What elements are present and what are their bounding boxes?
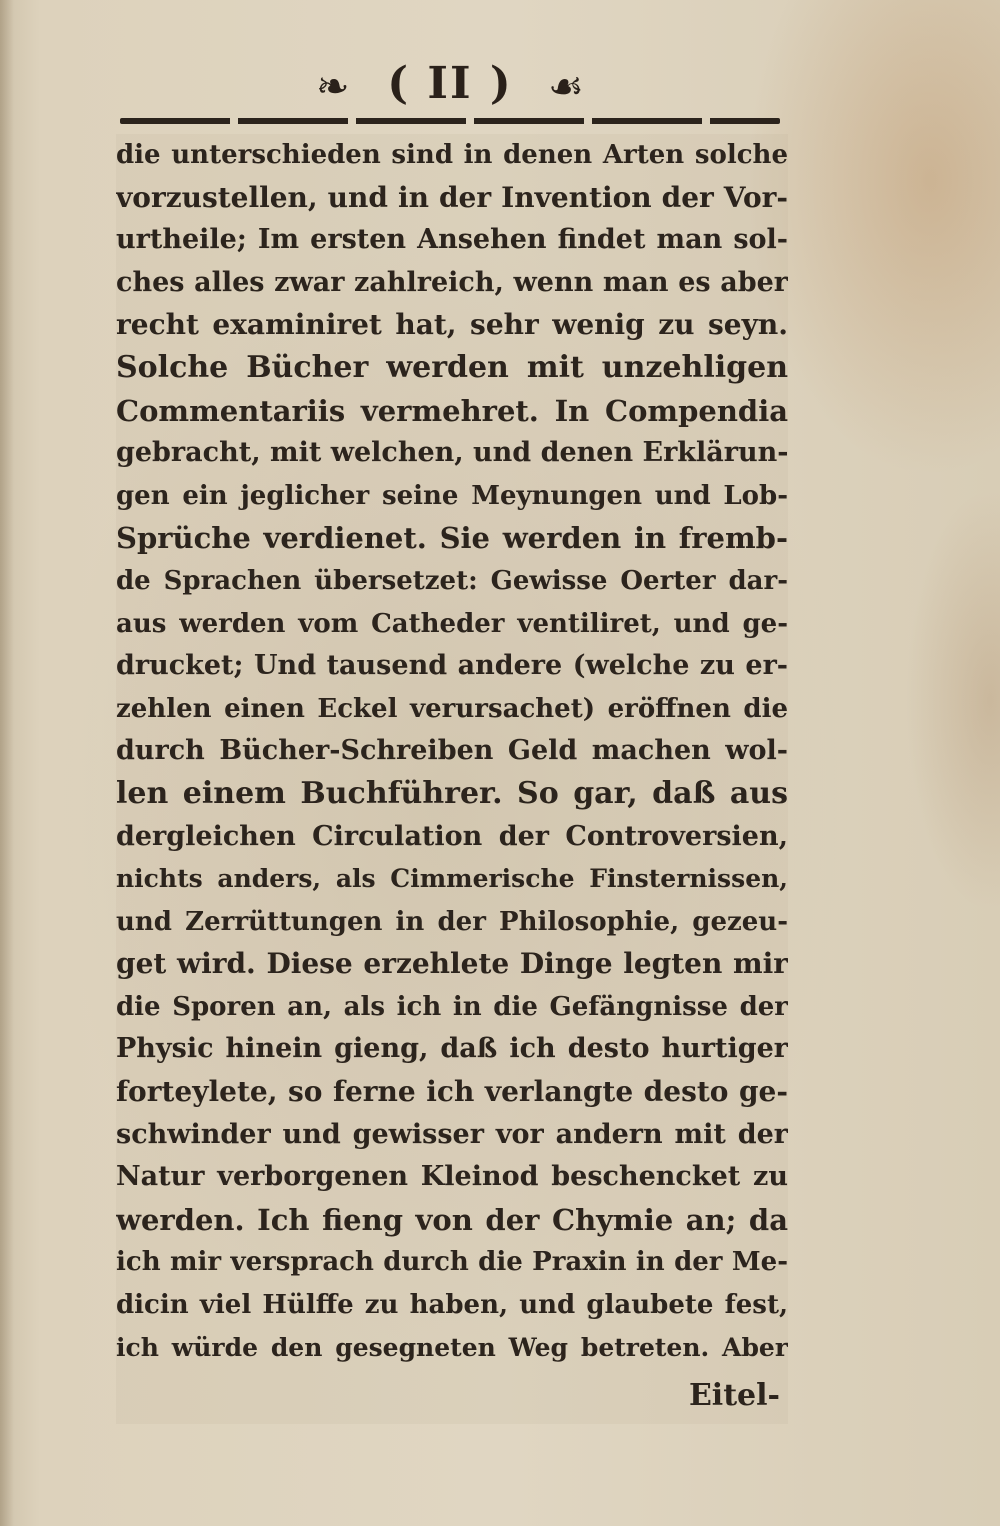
text-line: aus werden vom Catheder ventiliret, und ge- xyxy=(116,608,788,639)
text-line: gebracht, mit welchen, und denen Erklärun- xyxy=(116,437,788,469)
fleuron-right-icon: ☙ xyxy=(548,64,584,110)
text-line: Sprüche verdienet. Sie werden in fremb- xyxy=(116,521,788,556)
text-line: Solche Bücher werden mit unzehligen xyxy=(116,349,788,385)
catchword: Eitel- xyxy=(688,1378,780,1413)
fleuron-left-icon: ❧ xyxy=(316,64,350,110)
text-line: schwinder und gewisser vor andern mit der xyxy=(116,1118,788,1150)
text-line: und Zerrüttungen in der Philosophie, gezeu- xyxy=(116,906,788,937)
header-rule xyxy=(120,118,780,124)
text-line: urtheile; Im ersten Ansehen findet man sol- xyxy=(116,224,788,256)
text-line: die unterschieden sind in denen Arten solche xyxy=(116,140,788,170)
text-line: forteylete, so ferne ich verlangte desto ge- xyxy=(116,1075,788,1109)
text-line: werden. Ich fieng von der Chymie an; da xyxy=(116,1202,788,1237)
text-line: nichts anders, als Cimmerische Finsternissen, xyxy=(116,864,788,894)
text-line: die Sporen an, als ich in die Gefängnisse der xyxy=(116,991,788,1022)
text-line: recht examiniret hat, sehr wenig zu seyn. xyxy=(116,308,788,342)
text-line: dicin viel Hülffe zu haben, und glaubete fest, xyxy=(116,1290,788,1321)
text-line: zehlen einen Eckel verursachet) eröffnen die xyxy=(116,693,788,724)
page-gutter-shadow xyxy=(0,0,14,1526)
text-line: vorzustellen, und in der Invention der Vor- xyxy=(116,180,788,214)
text-line: gen ein jeglicher seine Meynungen und Lob- xyxy=(116,480,788,511)
text-line: drucket; Und tausend andere (welche zu er- xyxy=(116,650,788,682)
page-number: ( II ) xyxy=(387,58,513,109)
text-line: Natur verborgenen Kleinod beschencket zu xyxy=(116,1161,788,1193)
text-line: Physic hinein gieng, daß ich desto hurtiger xyxy=(116,1033,788,1065)
text-line: ich würde den gesegneten Weg betreten. Aber xyxy=(116,1332,788,1362)
text-line: ich mir versprach durch die Praxin in der Me- xyxy=(116,1247,788,1278)
text-line: de Sprachen übersetzet: Gewisse Oerter dar- xyxy=(116,565,788,596)
text-line: ches alles zwar zahlreich, wenn man es aber xyxy=(116,266,788,298)
text-line: len einem Buchführer. So gar, daß aus xyxy=(116,775,788,811)
text-line: dergleichen Circulation der Controversien, xyxy=(116,820,788,852)
text-line: Commentariis vermehret. In Compendia xyxy=(116,393,788,428)
body-text xyxy=(116,134,788,1424)
page-header xyxy=(120,58,780,122)
text-line: durch Bücher-Schreiben Geld machen wol- xyxy=(116,735,788,767)
text-line: get wird. Diese erzehlete Dinge legten mir xyxy=(116,947,788,981)
